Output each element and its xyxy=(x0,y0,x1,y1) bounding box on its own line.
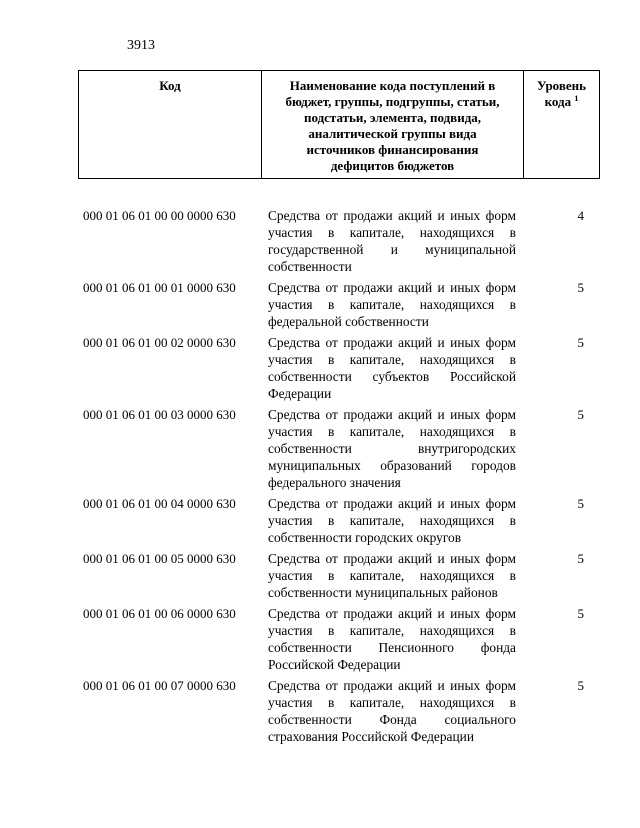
row-code: 000 01 06 01 00 04 0000 630 xyxy=(83,496,236,511)
row-code: 000 01 06 01 00 02 0000 630 xyxy=(83,335,236,350)
header-code xyxy=(79,71,262,179)
header-name-line: бюджет, группы, подгруппы, статьи, xyxy=(285,94,500,109)
row-level: 5 xyxy=(577,280,584,295)
table-row xyxy=(83,550,603,601)
row-name: Средства от продажи акций и иных форм участия в капитале, находящихся в собственности Фонда социального страхования Российской Федерации xyxy=(268,678,516,744)
row-level: 5 xyxy=(577,496,584,511)
row-name: Средства от продажи акций и иных форм участия в капитале, находящихся в государственной и муниципальной собственности xyxy=(268,208,516,274)
row-name: Средства от продажи акций и иных форм участия в капитале, находящихся в собственности субъектов Российской Федерации xyxy=(268,335,516,401)
row-level: 5 xyxy=(577,335,584,350)
row-name: Средства от продажи акций и иных форм участия в капитале, находящихся в собственности внутригородских муниципальных образований городов федерального значения xyxy=(268,407,516,490)
footnote-marker: 1 xyxy=(574,94,579,103)
row-code: 000 01 06 01 00 00 0000 630 xyxy=(83,208,236,223)
table-row xyxy=(83,605,603,673)
header-name-line: Наименование кода поступлений в xyxy=(289,78,496,93)
row-code: 000 01 06 01 00 01 0000 630 xyxy=(83,280,236,295)
row-name: Средства от продажи акций и иных форм участия в капитале, находящихся в федеральной собственности xyxy=(268,280,516,329)
header-name-line: источников финансирования xyxy=(306,142,479,157)
row-name: Средства от продажи акций и иных форм участия в капитале, находящихся в собственности муниципальных районов xyxy=(268,551,516,600)
header-level xyxy=(524,71,600,179)
row-code: 000 01 06 01 00 03 0000 630 xyxy=(83,407,236,422)
row-code: 000 01 06 01 00 07 0000 630 xyxy=(83,678,236,693)
header-code-label: Код xyxy=(159,78,181,93)
table-row xyxy=(83,279,603,330)
table-row xyxy=(83,677,603,745)
row-name: Средства от продажи акций и иных форм участия в капитале, находящихся в собственности Пенсионного фонда Российской Федерации xyxy=(268,606,516,672)
row-level: 4 xyxy=(577,208,584,223)
page-number: 3913 xyxy=(127,38,155,53)
row-level: 5 xyxy=(577,407,584,422)
header-name-line: аналитической группы вида xyxy=(308,126,477,141)
row-level: 5 xyxy=(577,678,584,693)
table-row xyxy=(83,406,603,491)
table-header xyxy=(78,70,600,179)
table-row xyxy=(83,495,603,546)
table-row xyxy=(83,334,603,402)
row-code: 000 01 06 01 00 06 0000 630 xyxy=(83,606,236,621)
header-level-line: кода xyxy=(544,94,572,109)
header-name-line: подстатьи, элемента, подвида, xyxy=(303,110,482,125)
row-level: 5 xyxy=(577,606,584,621)
header-level-line: Уровень xyxy=(536,78,587,93)
table-row xyxy=(83,207,603,275)
code-rows xyxy=(83,207,603,749)
header-name-line: дефицитов бюджетов xyxy=(330,158,455,173)
header-name xyxy=(262,71,524,179)
row-code: 000 01 06 01 00 05 0000 630 xyxy=(83,551,236,566)
row-name: Средства от продажи акций и иных форм участия в капитале, находящихся в собственности городских округов xyxy=(268,496,516,545)
row-level: 5 xyxy=(577,551,584,566)
